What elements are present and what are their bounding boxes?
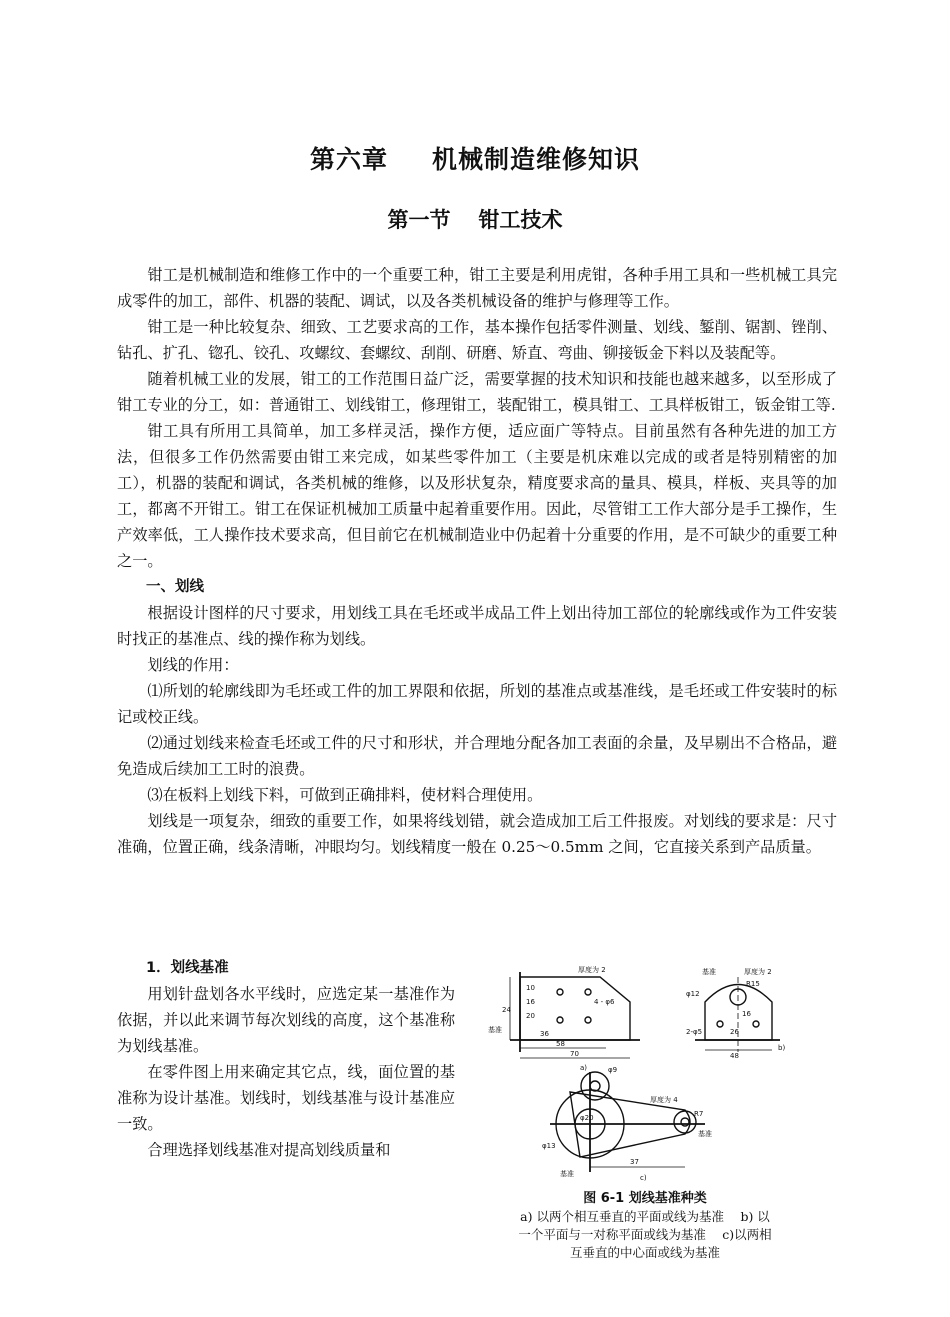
dim-label: 37 <box>630 1158 639 1166</box>
purpose-intro: 划线的作用： <box>147 656 239 674</box>
datum-column <box>117 955 455 1163</box>
caption-line: 一个平面与一对称平面或线为基准 c)以两相 <box>518 1227 772 1242</box>
purpose-item: ⑶在板料上划线下料，可做到正确排料，使材料合理使用。 <box>147 786 543 804</box>
label-datum-b: 基准 <box>702 968 716 976</box>
dim-label: 16 <box>742 1010 751 1018</box>
caption-line: a) 以两个相互垂直的平面或线为基准 b) 以 <box>520 1209 770 1224</box>
dim-label: R7 <box>694 1110 704 1118</box>
dim-label: 48 <box>730 1052 739 1060</box>
label-thickness-a: 厚度为 2 <box>578 966 606 974</box>
dim-label: φ12 <box>686 990 700 998</box>
section-name: 钳工技术 <box>478 208 563 232</box>
label-thickness-b: 厚度为 2 <box>744 968 772 976</box>
dim-label: 2-φ5 <box>686 1028 703 1036</box>
marking-summary: 划线是一项复杂，细致的重要工作，如果将线划错，就会造成加工后工件报废。对划线的要求是：尺寸准确，位置正确，线条清晰，冲眼均匀。划线精度一般在 0.25～0.5mm 之间，它直接关系到产品质量。 <box>117 812 837 856</box>
label-sub-a: a) <box>580 1064 588 1072</box>
label-thickness-c: 厚度为 4 <box>650 1096 678 1104</box>
label-datum-c1: 基准 <box>698 1130 712 1138</box>
dim-label: 36 <box>540 1030 549 1038</box>
hole-icon <box>585 989 591 995</box>
hole-icon <box>717 1021 723 1027</box>
marking-definition: 根据设计图样的尺寸要求，用划线工具在毛坯或半成品工件上划出待加工部位的轮廓线或作为工件安装时找正的基准点、线的操作称为划线。 <box>117 604 837 648</box>
section-title <box>0 204 950 234</box>
dim-label: 16 <box>526 998 535 1006</box>
dim-label: 20 <box>526 1012 535 1020</box>
chapter-number: 第六章 <box>309 145 388 174</box>
dim-label: 4 - φ6 <box>594 998 615 1006</box>
paragraph: 随着机械工业的发展，钳工的工作范围日益广泛，需要掌握的技术知识和技能也越来越多，以至形成了钳工专业的分工，如：普通钳工、划线钳工，修理钳工，装配钳工，模具钳工、工具样板钳工，钣金钳工等. <box>117 370 837 414</box>
figure-caption <box>480 1190 810 1262</box>
hole-icon <box>557 1017 563 1023</box>
label-sub-c: c) <box>640 1174 647 1182</box>
paragraph: 钳工具有所用工具简单，加工多样灵活，操作方便，适应面广等特点。目前虽然有各种先进的加工方法，但很多工作仍然需要由钳工来完成，如某些零件加工（主要是机床难以完成的或者是特别精密的加工），机器的装配和调试，各类机械的维修，以及形状复杂，精度要求高的量具、模具，样板、夹具等的加工，都离不开钳工。钳工在保证机械加工质量中起着重要作用。因此，尽管钳工工作大部分是手工操作，生产效率低，工人操作技术要求高，但目前它在机械制造业中仍起着十分重要的作用，是不可缺少的重要工种之一。 <box>117 422 837 570</box>
hole-icon <box>557 989 563 995</box>
paragraph: 钳工是一种比较复杂、细致、工艺要求高的工作，基本操作包括零件测量、划线、錾削、锯割、锉削、钻孔、扩孔、锪孔、铰孔、攻螺纹、套螺纹、刮削、研磨、矫直、弯曲、铆接钣金下料以及装配等。 <box>117 318 837 362</box>
hole-icon <box>585 1017 591 1023</box>
label-datum-a: 基准 <box>488 1026 502 1034</box>
body-text <box>117 262 837 860</box>
label-datum-c2: 基准 <box>560 1170 574 1178</box>
datum-paragraph: 在零件图上用来确定其它点，线，面位置的基准称为设计基准。划线时，划线基准与设计基准应一致。 <box>117 1063 455 1133</box>
hole-icon <box>753 1021 759 1027</box>
chapter-title <box>0 140 950 176</box>
purpose-item: ⑵通过划线来检查毛坯或工件的尺寸和形状，并合理地分配各加工表面的余量，及早剔出不合格品，避免造成后续加工工时的浪费。 <box>117 734 837 778</box>
dim-label: 70 <box>570 1050 579 1058</box>
dim-label: φ13 <box>542 1142 556 1150</box>
datum-paragraph: 用划针盘划各水平线时，应选定某一基准作为依据，并以此来调节每次划线的高度，这个基准称为划线基准。 <box>117 985 455 1055</box>
caption-title: 图 6-1 划线基准种类 <box>583 1191 707 1206</box>
dim-label: 10 <box>526 984 535 992</box>
dim-label: 26 <box>730 1028 739 1036</box>
chapter-name: 机械制造维修知识 <box>432 145 641 174</box>
datum-heading: 1．划线基准 <box>146 960 229 976</box>
dim-label: 24 <box>502 1006 511 1014</box>
part-a-outline <box>520 977 630 1040</box>
dim-label: φ20 <box>580 1114 594 1122</box>
caption-line: 互垂直的中心面或线为基准 <box>569 1245 720 1260</box>
section-number: 第一节 <box>387 208 451 232</box>
paragraph: 钳工是机械制造和维修工作中的一个重要工种，钳工主要是利用虎钳，各种手用工具和一些机械工具完成零件的加工，部件、机器的装配、调试，以及各类机械设备的维护与修理等工作。 <box>117 266 837 310</box>
datum-paragraph: 合理选择划线基准对提高划线质量和 <box>147 1141 391 1159</box>
hole-icon <box>590 1081 600 1091</box>
purpose-item: ⑴所划的轮廓线即为毛坯或工件的加工界限和依据，所划的基准点或基准线，是毛坯或工件安装时的标记或校正线。 <box>117 682 837 726</box>
marking-heading: 一、划线 <box>146 579 204 595</box>
dim-label: φ9 <box>608 1066 618 1074</box>
figure-6-1-drawing <box>480 962 810 1182</box>
dim-label: R15 <box>746 980 760 988</box>
dim-label: 58 <box>556 1040 565 1048</box>
label-sub-b: b) <box>778 1044 786 1052</box>
